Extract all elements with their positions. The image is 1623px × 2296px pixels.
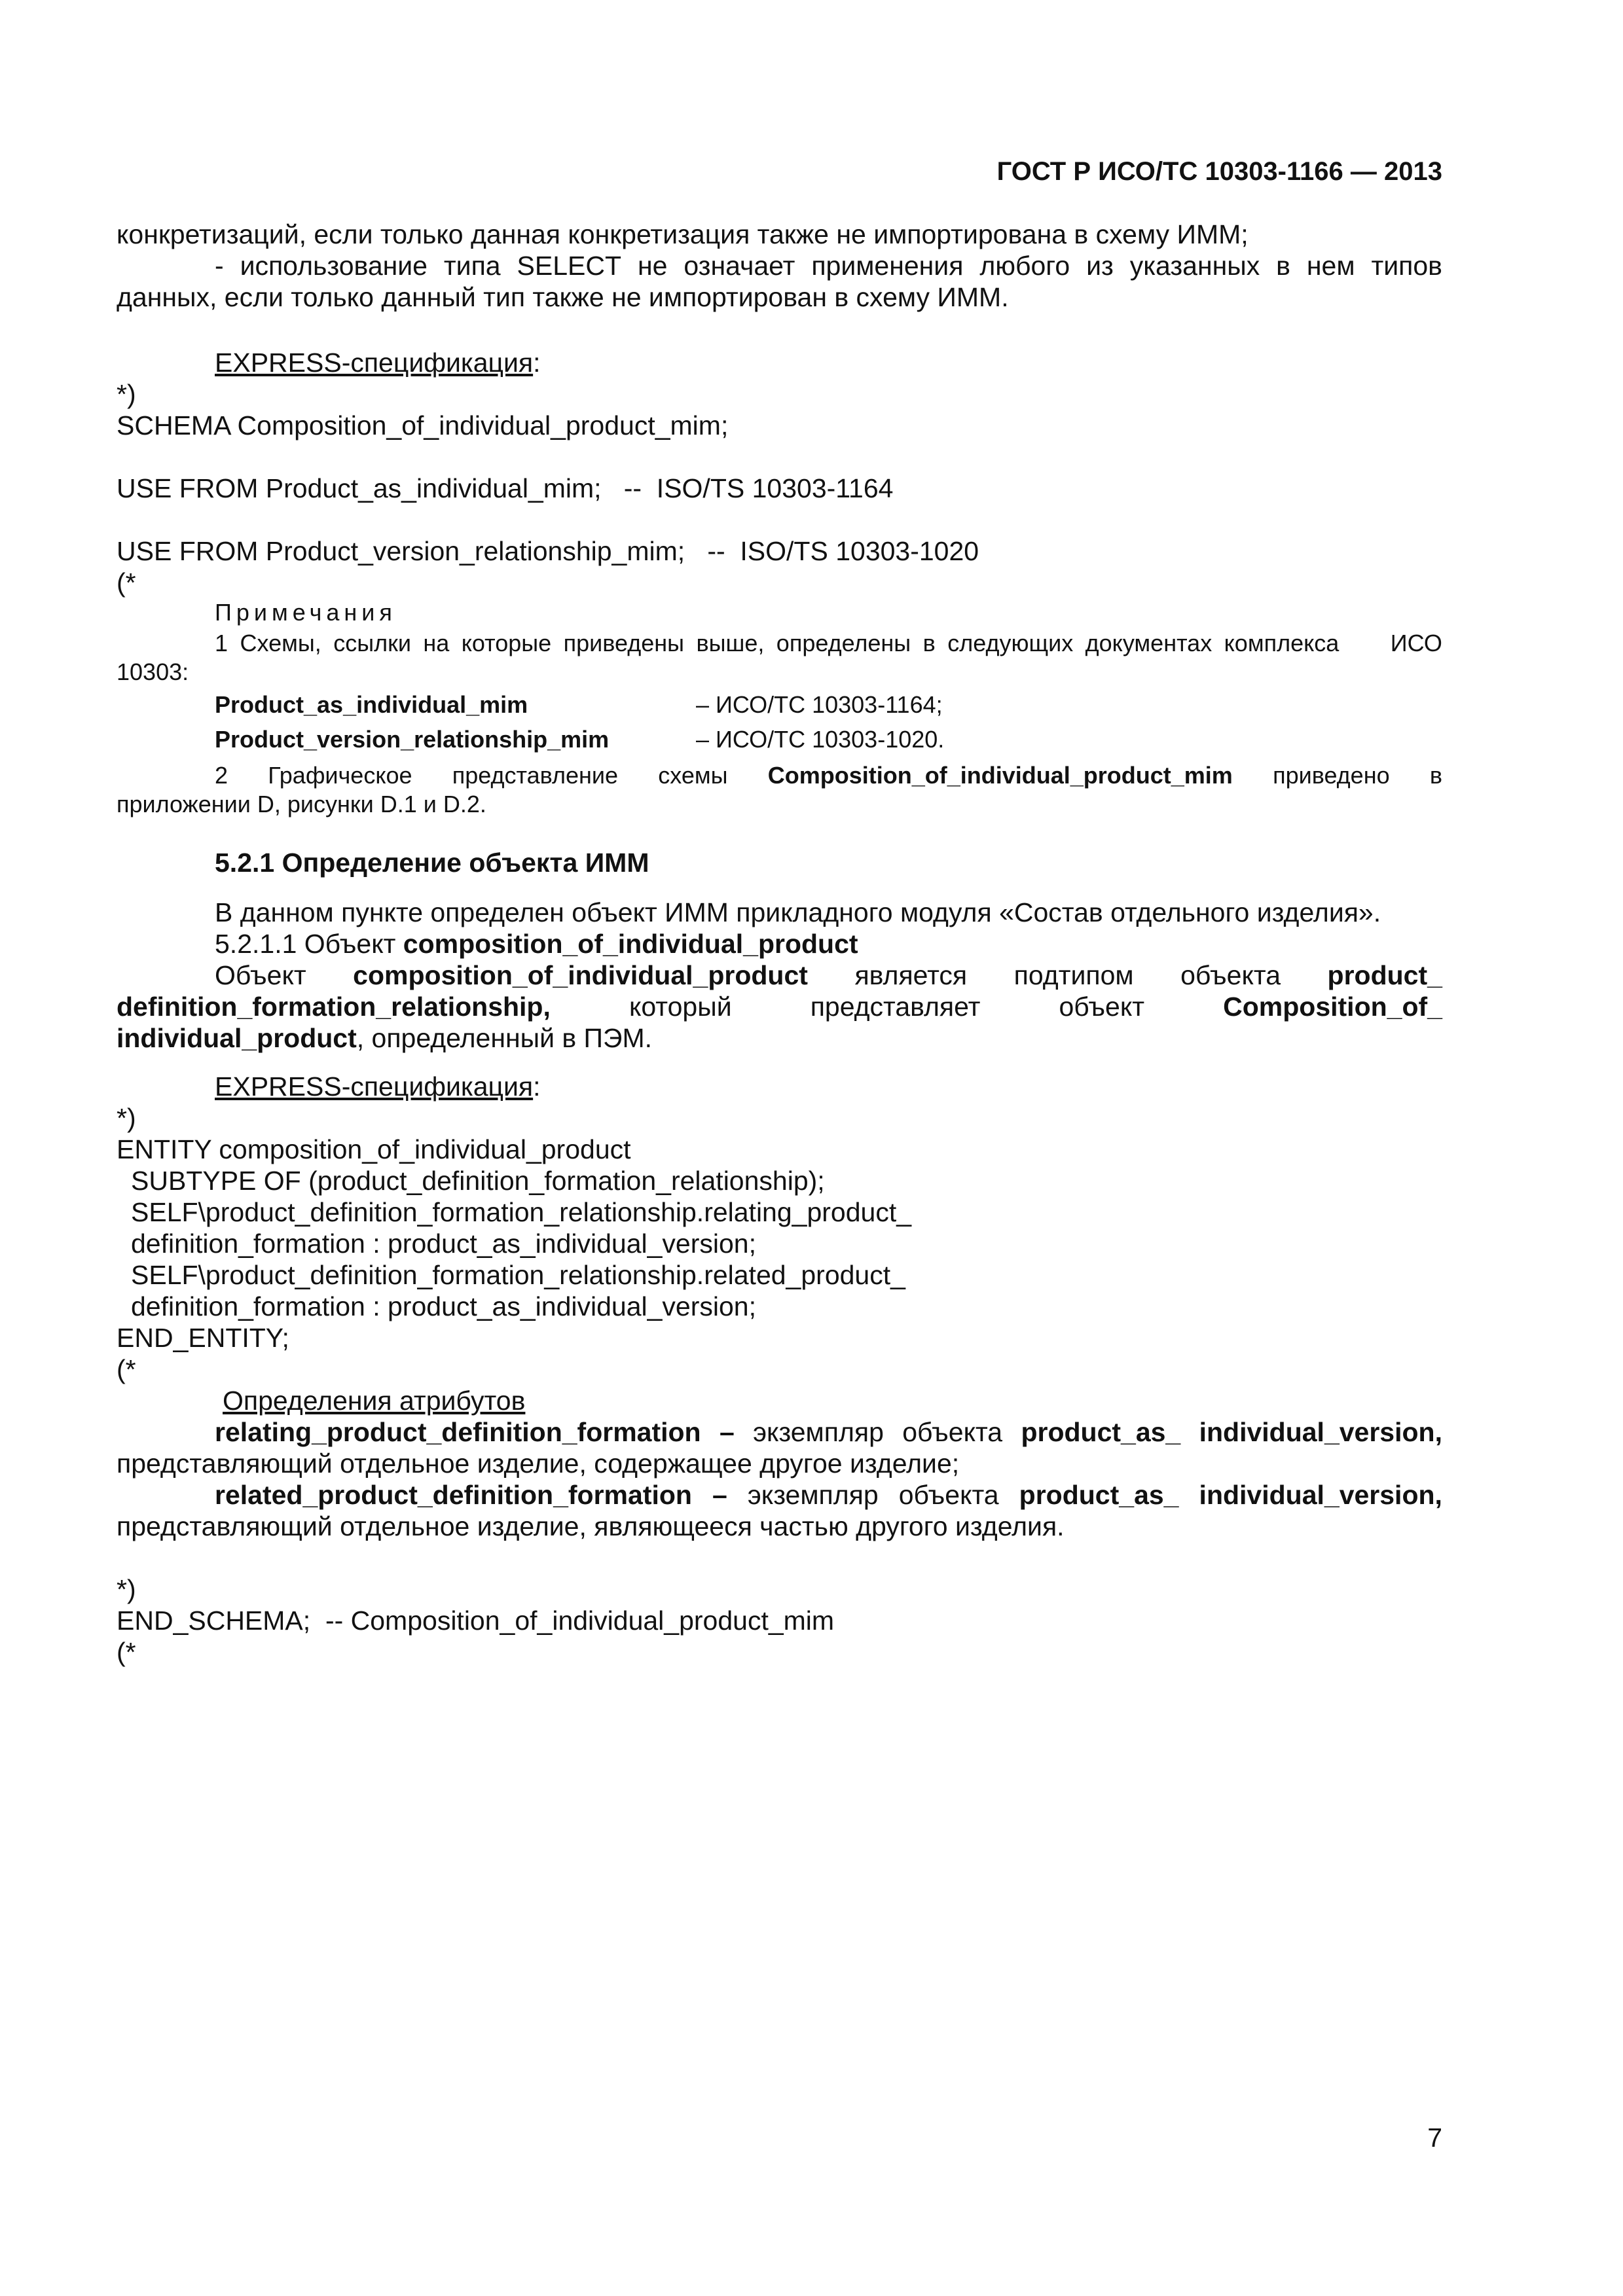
section-paragraph-3: Объект composition_of_individual_product является подтипом объекта product_ bbox=[215, 960, 1442, 990]
section-paragraph-1: В данном пункте определен объект ИММ прикладного модуля «Состав отдельного изделия». bbox=[215, 897, 1381, 927]
page-number: 7 bbox=[1427, 2123, 1442, 2153]
intro-line-1: конкретизаций, если только данная конкретизация также не импортирована в схему ИММ; bbox=[117, 219, 1249, 249]
document-header: ГОСТ Р ИСО/ТС 10303-1166 — 2013 bbox=[996, 157, 1442, 186]
attribute-1-cont: представляющий отдельное изделие, содержащее другое изделие; bbox=[117, 1448, 960, 1479]
note-2-cont: приложении D, рисунки D.1 и D.2. bbox=[117, 791, 486, 817]
attribute-2: related_product_definition_formation – экземпляр объекта product_as_ individual_version, bbox=[215, 1480, 1442, 1510]
section-paragraph-5: individual_product, определенный в ПЭМ. bbox=[117, 1023, 653, 1053]
attribute-1: relating_product_definition_formation – экземпляр объекта product_as_ individual_version, bbox=[215, 1417, 1442, 1447]
entity-line-3: SELF\product_definition_formation_relationship.relating_product_ bbox=[131, 1197, 912, 1227]
express-spec-label-1: EXPRESS-спецификация: bbox=[215, 348, 541, 378]
note-1-cont: 10303: bbox=[117, 658, 189, 685]
express-open-1: *) bbox=[117, 379, 136, 409]
schema-declaration: SCHEMA Composition_of_individual_product_mim; bbox=[117, 410, 729, 440]
list-dash: - bbox=[215, 251, 224, 281]
express-open-3: *) bbox=[117, 1574, 136, 1604]
entity-line-2: SUBTYPE OF (product_definition_formation_relationship); bbox=[131, 1166, 825, 1196]
entity-line-4: definition_formation : product_as_individual_version; bbox=[131, 1229, 756, 1259]
ref-2-name: Product_version_relationship_mim bbox=[215, 726, 610, 753]
intro-line-2: - использование типа SELECT не означает применения любого из указанных в нем типов bbox=[215, 251, 1442, 281]
express-close-3: (* bbox=[117, 1637, 136, 1667]
section-paragraph-4: definition_formation_relationship, который представляет объект Composition_of_ bbox=[117, 992, 1442, 1022]
use-from-1: USE FROM Product_as_individual_mim; -- ISO/TS 10303-1164 bbox=[117, 473, 894, 503]
attribute-2-cont: представляющий отдельное изделие, являющееся частью другого изделия. bbox=[117, 1511, 1065, 1541]
section-heading: 5.2.1 Определение объекта ИММ bbox=[215, 848, 649, 878]
ref-1-name: Product_as_individual_mim bbox=[215, 691, 528, 718]
ref-2-doc: – ИСО/ТС 10303-1020. bbox=[696, 726, 945, 753]
express-open-2: *) bbox=[117, 1103, 136, 1133]
express-spec-label-2: EXPRESS-спецификация: bbox=[215, 1071, 541, 1102]
end-entity: END_ENTITY; bbox=[117, 1323, 289, 1353]
use-from-2: USE FROM Product_version_relationship_mim; -- ISO/TS 10303-1020 bbox=[117, 536, 979, 566]
note-1: 1 Схемы, ссылки на которые приведены выше, определены в следующих документах комплекса ИСО bbox=[215, 630, 1442, 656]
entity-line-5: SELF\product_definition_formation_relationship.related_product_ bbox=[131, 1260, 905, 1290]
note-2: 2 Графическое представление схемы Composition_of_individual_product_mim приведено в bbox=[215, 762, 1442, 789]
ref-1-doc: – ИСО/ТС 10303-1164; bbox=[696, 691, 943, 718]
entity-line-1: ENTITY composition_of_individual_product bbox=[117, 1134, 631, 1164]
end-schema: END_SCHEMA; -- Composition_of_individual_product_mim bbox=[117, 1605, 835, 1636]
intro-line-3: данных, если только данный тип также не импортирован в схему ИММ. bbox=[117, 282, 1009, 312]
attributes-heading: Определения атрибутов bbox=[223, 1386, 526, 1416]
notes-heading: Примечания bbox=[215, 599, 397, 626]
express-close-2: (* bbox=[117, 1354, 136, 1384]
express-close-1: (* bbox=[117, 567, 136, 598]
subsection-title: 5.2.1.1 Объект composition_of_individual_product bbox=[215, 929, 858, 959]
entity-line-6: definition_formation : product_as_individual_version; bbox=[131, 1291, 756, 1321]
